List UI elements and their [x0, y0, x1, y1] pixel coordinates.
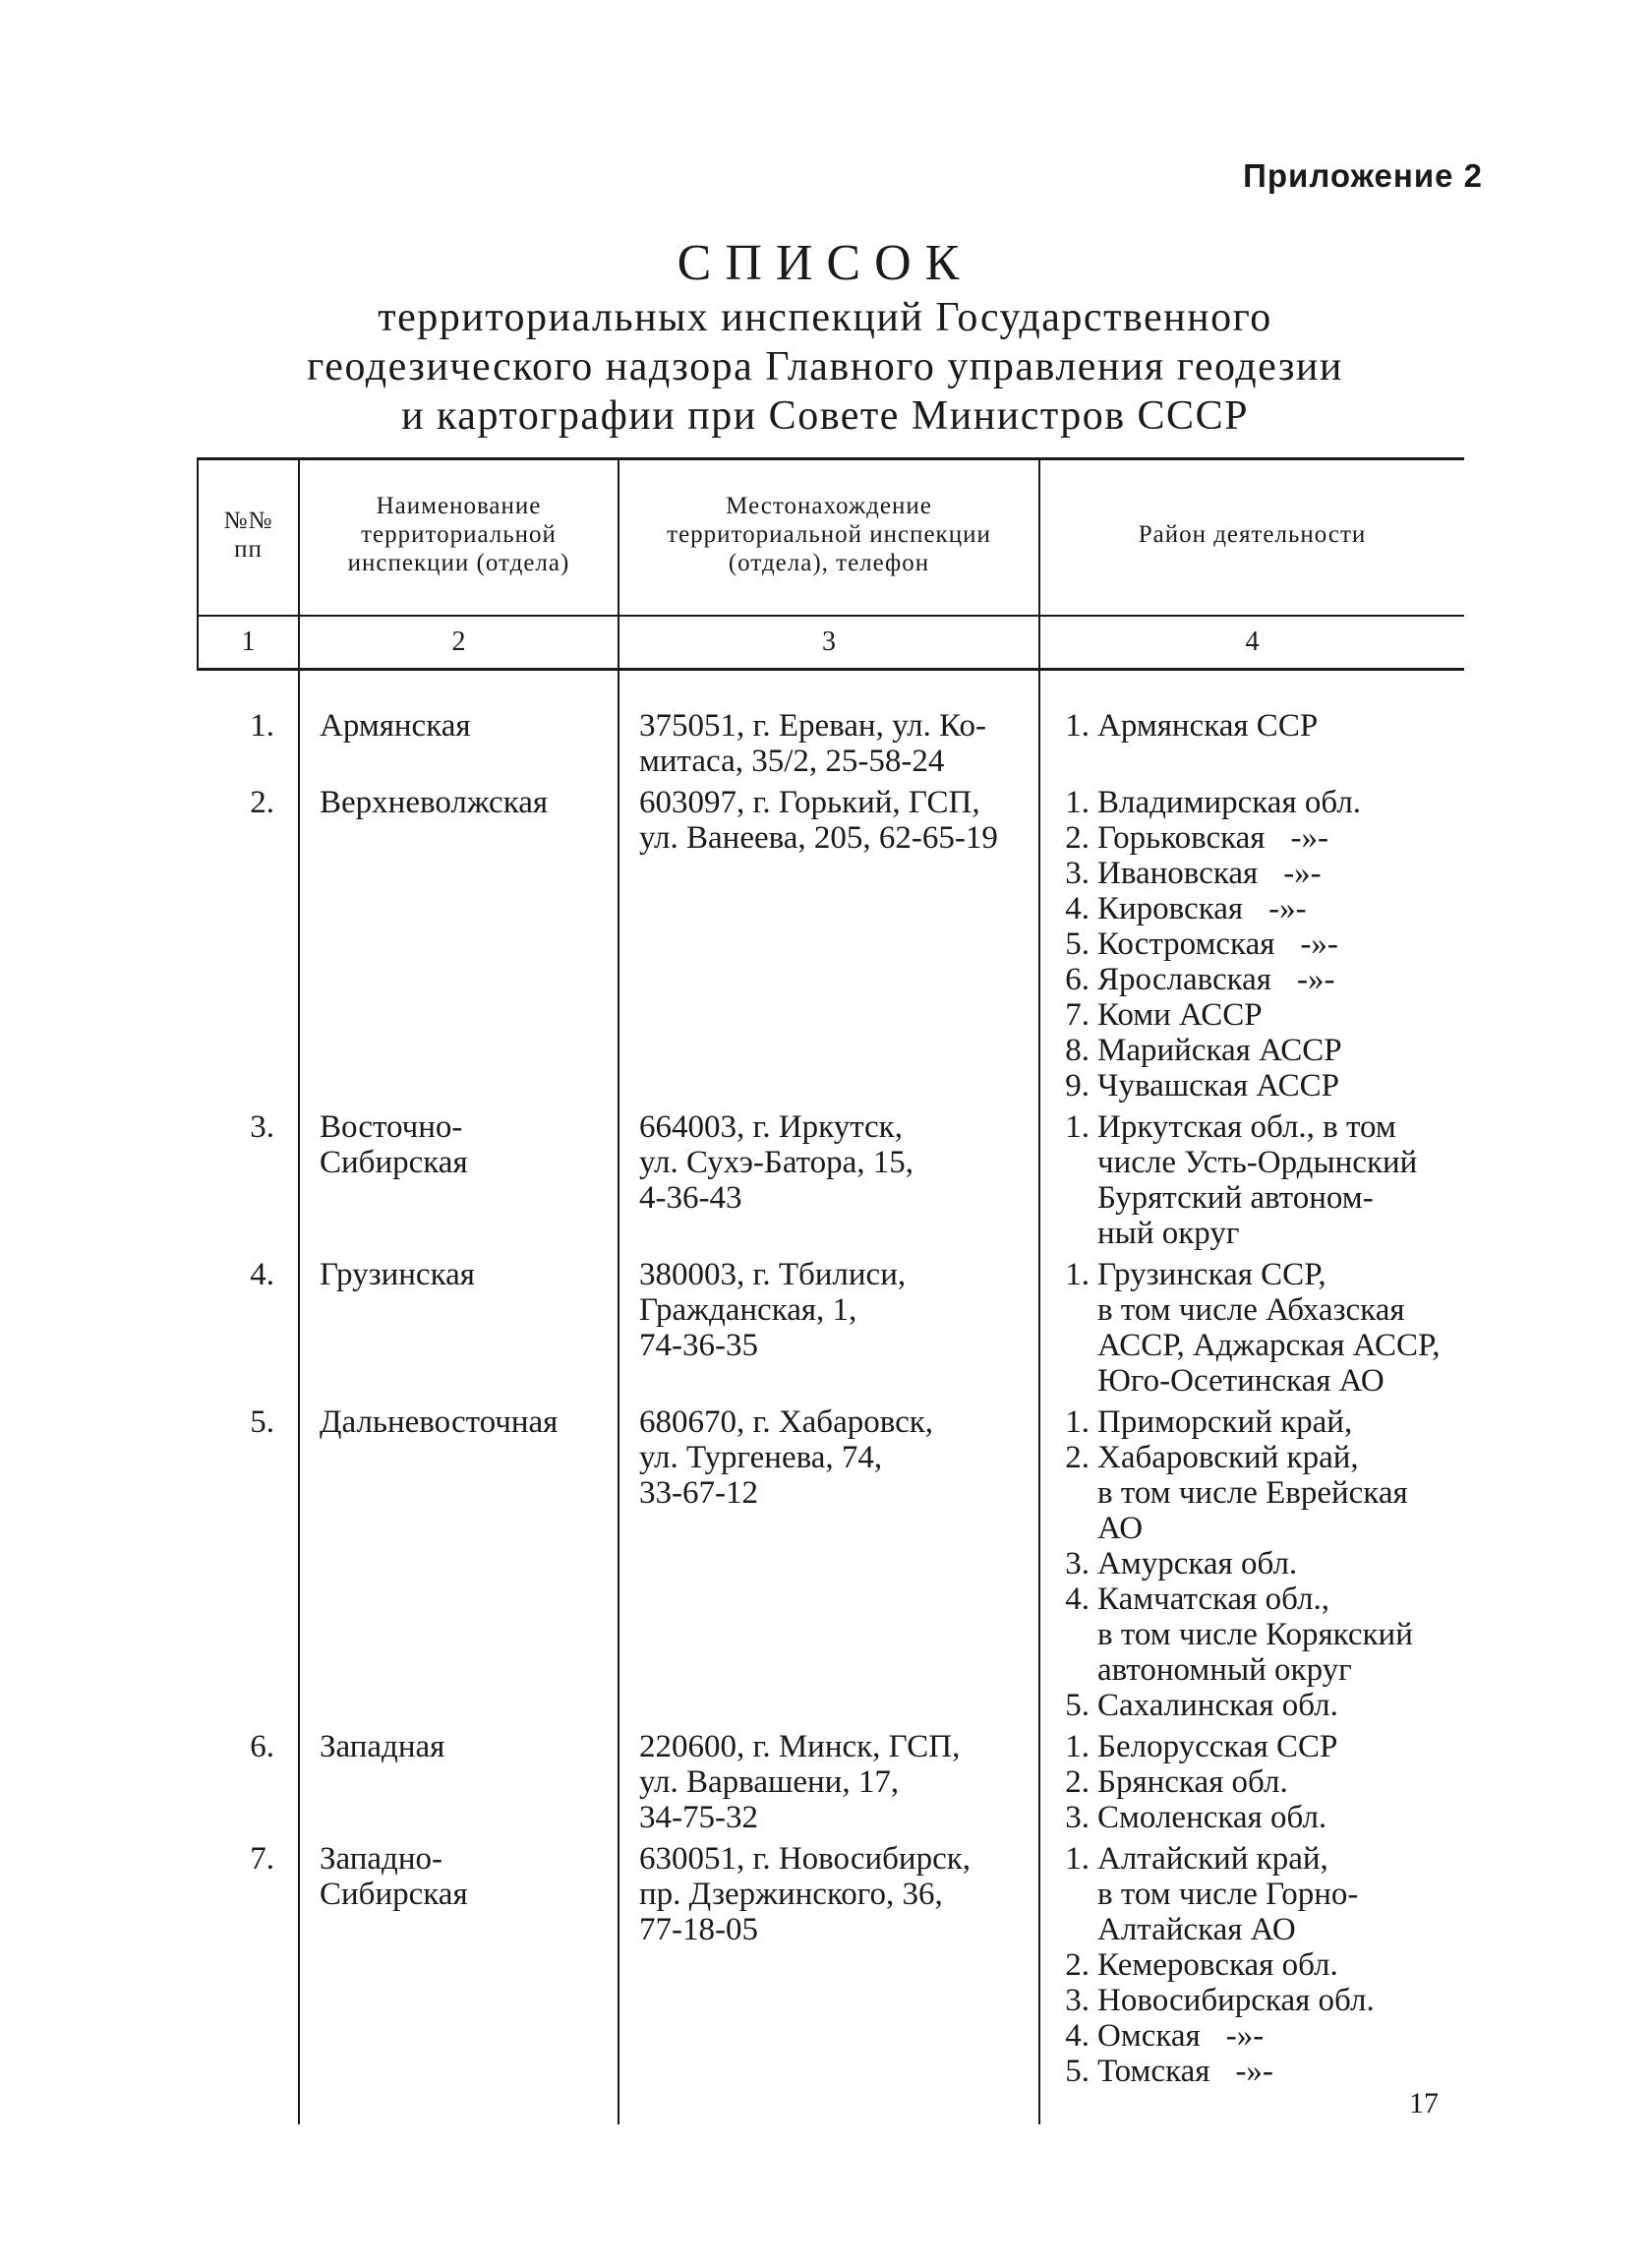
area-item — [1050, 1257, 1464, 1292]
inspection-address — [619, 1404, 1039, 1729]
area-item-number: 5. — [1065, 2054, 1090, 2089]
inspection-address — [619, 785, 1039, 1109]
inspection-name — [299, 1109, 619, 1257]
header-location: Местонахождение территориальной инспекции (отдела), телефон — [619, 459, 1039, 617]
table-row — [198, 1257, 1464, 1404]
activity-area — [1039, 1841, 1464, 2095]
title-line: и картографии при Совете Министров СССР — [401, 393, 1249, 439]
activity-area — [1039, 1404, 1464, 1729]
area-item-number: 3. — [1065, 1546, 1090, 1582]
area-item-number: 9. — [1065, 1068, 1090, 1104]
address-line: 630051, г. Новосибирск, — [639, 1841, 972, 1877]
activity-area — [1039, 1729, 1464, 1841]
inspection-name-line: Грузинская — [320, 1257, 475, 1292]
table-row — [198, 1729, 1464, 1841]
area-item-number: 8. — [1065, 1033, 1090, 1068]
area-item — [1050, 891, 1464, 926]
inspection-name — [299, 1404, 619, 1729]
area-item — [1050, 708, 1464, 744]
area-item-number: 3. — [1065, 1983, 1090, 2018]
area-item-continuation: в том числе Еврейская — [1097, 1475, 1408, 1511]
inspection-name-line: Верхневолжская — [320, 785, 549, 820]
area-item-continuation: Алтайская АО — [1097, 1912, 1296, 1947]
area-item-text: Томская — [1097, 2054, 1210, 2089]
area-item-continuation: Бурятский автоном- — [1097, 1180, 1374, 1216]
title-main: СПИСОК — [677, 235, 973, 291]
inspection-address — [619, 1109, 1039, 1257]
area-item — [1050, 997, 1464, 1033]
row-number: 5. — [250, 1404, 274, 1440]
address-line: 603097, г. Горький, ГСП, — [639, 785, 980, 820]
area-item — [1050, 1764, 1464, 1800]
area-item — [1050, 1068, 1464, 1104]
ditto-mark: -»- — [1268, 891, 1307, 926]
area-item-number: 4. — [1065, 891, 1090, 926]
area-item — [1050, 1033, 1464, 1068]
title-line: территориальных инспекций Государственного — [378, 295, 1272, 340]
area-item-text: Камчатская обл., — [1097, 1582, 1330, 1617]
area-item-text: Костромская — [1097, 926, 1275, 962]
address-line: 664003, г. Иркутск, — [639, 1109, 903, 1145]
inspection-address — [619, 1841, 1039, 2095]
address-line: ул. Варвашени, 17, — [639, 1764, 900, 1800]
area-item-text: Приморский край, — [1097, 1404, 1353, 1440]
inspection-name-line: Западно- — [320, 1841, 442, 1877]
address-line: пр. Дзержинского, 36, — [639, 1877, 943, 1912]
area-item-text: Кировская — [1097, 891, 1244, 926]
area-item-number: 2. — [1065, 1764, 1090, 1800]
area-item-text: Белорусская ССР — [1097, 1729, 1338, 1764]
header-number: №№ пп — [198, 459, 299, 617]
address-line: 680670, г. Хабаровск, — [639, 1404, 934, 1440]
address-line: 77-18-05 — [639, 1912, 758, 1947]
area-item-text: Марийская АССР — [1097, 1033, 1342, 1068]
ditto-mark: -»- — [1297, 962, 1335, 997]
inspection-address — [619, 1257, 1039, 1404]
area-item-text: Армянская ССР — [1097, 708, 1319, 744]
inspection-address — [619, 708, 1039, 785]
area-item-text: Хабаровский край, — [1097, 1440, 1359, 1475]
address-line: 33-67-12 — [639, 1475, 758, 1511]
inspection-name — [299, 785, 619, 1109]
area-item-text: Смоленская обл. — [1097, 1800, 1327, 1835]
ditto-mark: -»- — [1283, 856, 1322, 891]
area-item — [1050, 1440, 1464, 1475]
area-item — [1050, 856, 1464, 891]
ditto-mark: -»- — [1225, 2018, 1265, 2054]
area-item — [1050, 1404, 1464, 1440]
area-item-number: 2. — [1065, 1947, 1090, 1983]
area-item-continuation: в том числе Абхазская — [1097, 1292, 1405, 1328]
area-item — [1050, 1947, 1464, 1983]
area-item-number: 2. — [1065, 1440, 1090, 1475]
ditto-mark: -»- — [1290, 820, 1328, 856]
inspection-name-line: Дальневосточная — [320, 1404, 559, 1440]
area-item — [1050, 962, 1464, 997]
table-row — [198, 1404, 1464, 1729]
inspections-table — [197, 457, 1464, 2124]
area-item-number: 5. — [1065, 926, 1090, 962]
area-item — [1050, 1546, 1464, 1582]
area-item-text: Амурская обл. — [1097, 1546, 1298, 1582]
address-line: 375051, г. Ереван, ул. Ко- — [639, 708, 986, 744]
address-line: 220600, г. Минск, ГСП, — [639, 1729, 961, 1764]
column-number-row — [198, 616, 1464, 670]
table-row — [198, 708, 1464, 785]
address-line: 74-36-35 — [639, 1328, 758, 1363]
area-item — [1050, 1729, 1464, 1764]
area-item-number: 1. — [1065, 1729, 1090, 1764]
row-number: 4. — [250, 1257, 274, 1292]
area-item-text: Ивановская — [1097, 856, 1259, 891]
area-item — [1050, 1800, 1464, 1835]
area-item-number: 6. — [1065, 962, 1090, 997]
column-number: 3 — [619, 616, 1039, 670]
area-item-text: Горьковская — [1097, 820, 1266, 856]
area-item-text: Кемеровская обл. — [1097, 1947, 1338, 1983]
area-item — [1050, 785, 1464, 820]
header-area: Район деятельности — [1039, 459, 1464, 617]
address-line: ул. Сухэ-Батора, 15, — [639, 1145, 914, 1180]
area-item-number: 1. — [1065, 708, 1090, 744]
area-item-number: 4. — [1065, 2018, 1090, 2054]
area-item-number: 1. — [1065, 785, 1090, 820]
ditto-mark: -»- — [1235, 2054, 1273, 2089]
column-number: 4 — [1039, 616, 1464, 670]
area-item-continuation: АССР, Аджарская АССР, — [1097, 1328, 1441, 1363]
area-item-number: 5. — [1065, 1688, 1090, 1723]
inspection-address — [619, 1729, 1039, 1841]
address-line: ул. Ванеева, 205, 62-65-19 — [639, 820, 998, 856]
document-title — [0, 234, 1650, 441]
inspection-name-line: Восточно- — [320, 1109, 463, 1145]
inspection-name — [299, 1257, 619, 1404]
area-item-text: Чувашская АССР — [1097, 1068, 1339, 1104]
area-item-number: 1. — [1065, 1841, 1090, 1877]
area-item-text: Иркутская обл., в том — [1097, 1109, 1396, 1145]
area-item — [1050, 926, 1464, 962]
row-number: 6. — [250, 1729, 274, 1764]
area-item-number: 3. — [1065, 1800, 1090, 1835]
area-item-continuation: Юго-Осетинская АО — [1097, 1363, 1385, 1399]
activity-area — [1039, 785, 1464, 1109]
row-number: 2. — [250, 785, 274, 820]
area-item-continuation: в том числе Корякский — [1097, 1617, 1413, 1652]
inspection-name — [299, 1841, 619, 2095]
table-row — [198, 785, 1464, 1109]
area-item — [1050, 1983, 1464, 2018]
area-item-number: 2. — [1065, 820, 1090, 856]
area-item-number: 3. — [1065, 856, 1090, 891]
address-line: 34-75-32 — [639, 1800, 758, 1835]
row-number: 7. — [250, 1841, 274, 1877]
ditto-mark: -»- — [1300, 926, 1338, 962]
address-line: Гражданская, 1, — [639, 1292, 857, 1328]
area-item-continuation: числе Усть-Ордынский — [1097, 1145, 1418, 1180]
area-item — [1050, 1109, 1464, 1145]
header-row — [198, 459, 1464, 617]
header-name: Наименование территориальной инспекции (отдела) — [299, 459, 619, 617]
area-item-continuation: АО — [1097, 1511, 1144, 1546]
area-item-text: Алтайский край, — [1097, 1841, 1328, 1877]
area-item-text: Брянская обл. — [1097, 1764, 1288, 1800]
activity-area — [1039, 708, 1464, 785]
column-number: 2 — [299, 616, 619, 670]
inspection-name-line: Западная — [320, 1729, 445, 1764]
area-item-text: Омская — [1097, 2018, 1201, 2054]
area-item — [1050, 1841, 1464, 1877]
address-line: 4-36-43 — [639, 1180, 742, 1216]
area-item-number: 1. — [1065, 1404, 1090, 1440]
inspection-name-line: Сибирская — [320, 1145, 468, 1180]
inspection-name — [299, 708, 619, 785]
area-item — [1050, 1688, 1464, 1723]
area-item-text: Владимирская обл. — [1097, 785, 1362, 820]
inspection-name — [299, 1729, 619, 1841]
title-line: геодезического надзора Главного управления геодезии — [307, 344, 1343, 389]
column-number: 1 — [198, 616, 299, 670]
area-item — [1050, 1582, 1464, 1617]
area-item-text: Новосибирская обл. — [1097, 1983, 1375, 2018]
table-row — [198, 1841, 1464, 2095]
area-item-text: Грузинская ССР, — [1097, 1257, 1326, 1292]
appendix-label: Приложение 2 — [1243, 157, 1483, 194]
activity-area — [1039, 1109, 1464, 1257]
area-item-text: Коми АССР — [1097, 997, 1263, 1033]
area-item-number: 7. — [1065, 997, 1090, 1033]
area-item — [1050, 2054, 1464, 2089]
address-line: ул. Тургенева, 74, — [639, 1440, 883, 1475]
area-item-number: 1. — [1065, 1109, 1090, 1145]
table-row — [198, 1109, 1464, 1257]
area-item-number: 4. — [1065, 1582, 1090, 1617]
page-number: 17 — [1409, 2087, 1439, 2119]
area-item — [1050, 2018, 1464, 2054]
area-item — [1050, 820, 1464, 856]
inspection-name-line: Армянская — [320, 708, 471, 744]
area-item-number: 1. — [1065, 1257, 1090, 1292]
activity-area — [1039, 1257, 1464, 1404]
area-item-continuation: автономный округ — [1097, 1652, 1352, 1688]
area-item-continuation: ный округ — [1097, 1216, 1240, 1251]
area-item-text: Ярославская — [1097, 962, 1271, 997]
address-line: 380003, г. Тбилиси, — [639, 1257, 907, 1292]
row-number: 3. — [250, 1109, 274, 1145]
row-number: 1. — [250, 708, 274, 744]
inspection-name-line: Сибирская — [320, 1877, 468, 1912]
area-item-text: Сахалинская обл. — [1097, 1688, 1338, 1723]
area-item-continuation: в том числе Горно- — [1097, 1877, 1359, 1912]
address-line: митаса, 35/2, 25-58-24 — [639, 744, 945, 779]
